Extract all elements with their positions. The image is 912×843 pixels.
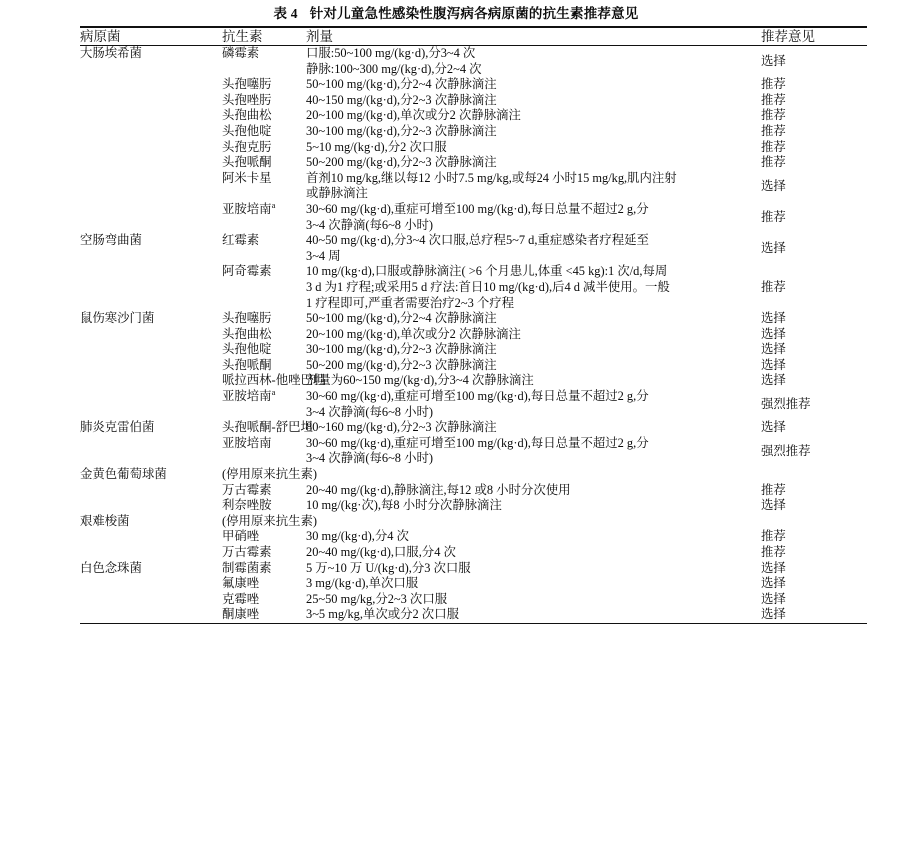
cell-pathogen: [80, 140, 222, 156]
cell-dose: [306, 233, 761, 264]
antibiotic-name: 头孢他啶: [222, 342, 272, 357]
antibiotic-name: 头孢哌酮: [222, 357, 272, 372]
cell-antibiotic: [222, 124, 306, 140]
cell-dose: [306, 467, 761, 483]
cell-dose: [306, 46, 761, 78]
antibiotic-name: 克霉唑: [222, 591, 260, 606]
cell-dose: [306, 545, 761, 561]
cell-antibiotic: [222, 358, 306, 374]
dose-line: 50~100 mg/(kg·d),分2~4 次静脉滴注: [306, 77, 497, 92]
cell-recommendation: 推荐: [761, 108, 786, 123]
table-row: [80, 514, 867, 530]
table-row: [80, 327, 867, 343]
cell-recommendation: 推荐: [761, 279, 786, 294]
column-header-pathogen: 病原菌: [80, 29, 121, 44]
cell-recommendation: [761, 467, 867, 483]
cell-recommendation: 选择: [761, 311, 786, 326]
cell-recommendation: 选择: [761, 591, 786, 606]
dose-line: 30~100 mg/(kg·d),分2~3 次静脉滴注: [306, 342, 497, 357]
cell-antibiotic: [222, 545, 306, 561]
cell-pathogen: [80, 171, 222, 202]
cell-dose: [306, 202, 761, 233]
cell-antibiotic: [222, 592, 306, 608]
cell-pathogen: 鼠伤寒沙门菌: [80, 311, 155, 326]
cell-pathogen: [80, 498, 222, 514]
table-row: [80, 529, 867, 545]
cell-antibiotic: [222, 108, 306, 124]
cell-dose: [306, 171, 761, 202]
cell-dose: [306, 561, 761, 577]
header-row: [80, 27, 867, 46]
table-row: [80, 46, 867, 78]
table-row: [80, 77, 867, 93]
cell-antibiotic: [222, 498, 306, 514]
cell-pathogen: [80, 93, 222, 109]
antibiotic-name: (停用原来抗生素): [222, 513, 317, 528]
table-row: [80, 420, 867, 436]
table-row: [80, 592, 867, 608]
cell-dose: [306, 327, 761, 343]
table-row: [80, 358, 867, 374]
dose-line: 50~200 mg/(kg·d),分2~3 次静脉滴注: [306, 155, 497, 170]
cell-pathogen: [80, 483, 222, 499]
cell-recommendation: 选择: [761, 326, 786, 341]
antibiotic-name: 头孢克肟: [222, 139, 272, 154]
dose-line: 3~4 周: [306, 248, 341, 263]
cell-antibiotic: [222, 140, 306, 156]
cell-pathogen: 空肠弯曲菌: [80, 233, 142, 248]
table-title: [0, 0, 912, 22]
cell-pathogen: [80, 327, 222, 343]
antibiotic-name: 头孢唑肟: [222, 92, 272, 107]
dose-line: 3~4 次静滴(每6~8 小时): [306, 451, 433, 466]
table-row: [80, 108, 867, 124]
dose-line: 40~50 mg/(kg·d),分3~4 次口服,总疗程5~7 d,重症感染者疗程延至: [306, 233, 649, 248]
cell-dose: [306, 592, 761, 608]
cell-dose: [306, 420, 761, 436]
dose-line: 3~5 mg/kg,单次或分2 次口服: [306, 607, 459, 622]
cell-recommendation: 推荐: [761, 139, 786, 154]
dose-line: 30~60 mg/(kg·d),重症可增至100 mg/(kg·d),每日总量不超过2 g,分: [306, 389, 649, 404]
column-header-recommendation: 推荐意见: [761, 29, 815, 44]
dose-line: 30~60 mg/(kg·d),重症可增至100 mg/(kg·d),每日总量不超过2 g,分: [306, 201, 649, 216]
dose-line: 30~60 mg/(kg·d),重症可增至100 mg/(kg·d),每日总量不超过2 g,分: [306, 435, 649, 450]
table-row: [80, 311, 867, 327]
dose-line: 30 mg/(kg·d),分4 次: [306, 529, 409, 544]
table-row: [80, 202, 867, 233]
dose-line: 50~100 mg/(kg·d),分2~4 次静脉滴注: [306, 311, 497, 326]
dose-line: 10 mg/(kg·d),口服或静脉滴注( >6 个月患儿,体重 <45 kg):1 次/d,每周: [306, 264, 668, 279]
dose-line: 20~40 mg/(kg·d),静脉滴注,每12 或8 小时分次使用: [306, 482, 571, 497]
cell-recommendation: 强烈推荐: [761, 443, 811, 458]
dose-line: 30~100 mg/(kg·d),分2~3 次静脉滴注: [306, 123, 497, 138]
cell-antibiotic: [222, 199, 306, 233]
antibiotic-name: 头孢哌酮-舒巴坦: [222, 420, 313, 435]
table-row: [80, 264, 867, 311]
cell-antibiotic: [222, 171, 306, 202]
cell-dose: [306, 529, 761, 545]
cell-dose: [306, 311, 761, 327]
dose-line: 20~40 mg/(kg·d),口服,分4 次: [306, 545, 456, 559]
table-row: [80, 233, 867, 264]
cell-antibiotic: [222, 93, 306, 109]
cell-dose: [306, 264, 761, 311]
cell-pathogen: [80, 77, 222, 93]
cell-recommendation: 推荐: [761, 529, 786, 544]
cell-recommendation: 选择: [761, 240, 786, 255]
antibiotic-name: 制霉菌素: [222, 560, 272, 575]
table-container: [80, 26, 867, 624]
cell-pathogen: [80, 124, 222, 140]
cell-dose: [306, 140, 761, 156]
cell-antibiotic: [222, 483, 306, 499]
cell-dose: [306, 373, 761, 389]
antibiotic-name: 阿米卡星: [222, 170, 272, 185]
cell-pathogen: [80, 342, 222, 358]
cell-recommendation: 选择: [761, 342, 786, 357]
cell-antibiotic: [222, 386, 306, 420]
cell-recommendation: 推荐: [761, 482, 786, 497]
cell-dose: [306, 514, 761, 530]
antibiotic-name: 亚胺培南: [222, 435, 272, 450]
dose-line: 25~50 mg/kg,分2~3 次口服: [306, 591, 448, 606]
table-row: [80, 545, 867, 561]
cell-pathogen: [80, 155, 222, 171]
table-row: [80, 93, 867, 109]
dose-line: 1 疗程即可,严重者需要治疗2~3 个疗程: [306, 295, 515, 310]
cell-dose: [306, 607, 761, 623]
cell-recommendation: 选择: [761, 373, 786, 388]
footnote-marker: a: [271, 199, 276, 210]
antibiotic-name: 头孢曲松: [222, 108, 272, 123]
table-row: [80, 140, 867, 156]
antibiotic-name: 万古霉素: [222, 482, 272, 497]
cell-antibiotic: [222, 311, 306, 327]
dose-line: 3 mg/(kg·d),单次口服: [306, 576, 419, 591]
cell-dose: [306, 155, 761, 171]
cell-pathogen: [80, 108, 222, 124]
cell-recommendation: 推荐: [761, 77, 786, 92]
cell-recommendation: 推荐: [761, 123, 786, 138]
cell-recommendation: 选择: [761, 53, 786, 68]
dose-line: 5~10 mg/(kg·d),分2 次口服: [306, 139, 447, 154]
table-row: [80, 373, 867, 389]
dose-line: 40~150 mg/(kg·d),分2~3 次静脉滴注: [306, 92, 497, 107]
antibiotic-name: 哌拉西林-他唑巴坦: [222, 373, 326, 388]
cell-dose: [306, 77, 761, 93]
antibiotic-name: 亚胺培南$^a$: [222, 386, 276, 404]
cell-recommendation: 选择: [761, 560, 786, 575]
cell-dose: [306, 389, 761, 420]
cell-pathogen: 金黄色葡萄球菌: [80, 467, 167, 482]
cell-pathogen: 白色念珠菌: [80, 560, 142, 575]
table-row: [80, 171, 867, 202]
cell-antibiotic: [222, 529, 306, 545]
antibiotic-name: 头孢噻肟: [222, 77, 272, 92]
cell-antibiotic: [222, 264, 306, 311]
cell-antibiotic: [222, 607, 306, 623]
cell-pathogen: [80, 264, 222, 311]
antibiotic-name: 甲硝唑: [222, 529, 260, 544]
dose-line: 首剂10 mg/kg,继以每12 小时7.5 mg/kg,或每24 小时15 mg/kg,肌内注射: [306, 170, 677, 185]
column-header-antibiotic: 抗生素: [222, 29, 263, 44]
cell-recommendation: 选择: [761, 357, 786, 372]
dose-line: 静脉:100~300 mg/(kg·d),分2~4 次: [306, 61, 482, 76]
cell-pathogen: [80, 576, 222, 592]
cell-recommendation: 选择: [761, 420, 786, 435]
table-body: [80, 46, 867, 624]
table-row: [80, 342, 867, 358]
dose-line: 3 d 为1 疗程;或采用5 d 疗法:首日10 mg/(kg·d),后4 d 减半使用。一般: [306, 279, 670, 294]
dose-line: 50~200 mg/(kg·d),分2~3 次静脉滴注: [306, 357, 497, 372]
antibiotic-name: 万古霉素: [222, 545, 272, 559]
cell-dose: [306, 93, 761, 109]
cell-antibiotic: [222, 373, 326, 389]
cell-pathogen: 大肠埃希菌: [80, 46, 142, 60]
antibiotic-name: 酮康唑: [222, 607, 260, 622]
cell-antibiotic: [222, 467, 317, 483]
cell-dose: [306, 124, 761, 140]
table-caption: 针对儿童急性感染性腹泻病各病原菌的抗生素推荐意见: [309, 6, 639, 21]
antibiotic-name: 氟康唑: [222, 576, 260, 591]
cell-antibiotic: [222, 77, 306, 93]
table-row: [80, 436, 867, 467]
table-header: [80, 27, 867, 46]
cell-recommendation: 推荐: [761, 155, 786, 170]
table-row: [80, 607, 867, 623]
table-row: [80, 389, 867, 420]
dose-line: 5 万~10 万 U/(kg·d),分3 次口服: [306, 560, 471, 575]
table-row: [80, 467, 867, 483]
cell-antibiotic: [222, 561, 306, 577]
cell-dose: [306, 483, 761, 499]
antibiotic-name: 头孢他啶: [222, 123, 272, 138]
dose-line: 20~100 mg/(kg·d),单次或分2 次静脉滴注: [306, 326, 521, 341]
table-row: [80, 483, 867, 499]
cell-recommendation: [761, 514, 867, 530]
antibiotic-name: 头孢曲松: [222, 326, 272, 341]
cell-dose: [306, 436, 761, 467]
cell-antibiotic: [222, 46, 306, 78]
antibiotic-name: 亚胺培南$^a$: [222, 199, 276, 216]
cell-pathogen: [80, 373, 222, 389]
cell-antibiotic: [222, 342, 306, 358]
cell-pathogen: 肺炎克雷伯菌: [80, 420, 155, 435]
dose-line: 20~100 mg/(kg·d),单次或分2 次静脉滴注: [306, 108, 521, 123]
cell-antibiotic: [222, 436, 306, 467]
cell-pathogen: [80, 358, 222, 374]
table-number: 表 4: [273, 6, 298, 21]
cell-recommendation: 推荐: [761, 545, 786, 559]
table-row: [80, 561, 867, 577]
cell-antibiotic: [222, 233, 306, 264]
dose-line: 口服:50~100 mg/(kg·d),分3~4 次: [306, 46, 476, 60]
dose-line: 10 mg/(kg·次),每8 小时分次静脉滴注: [306, 498, 502, 513]
table-row: [80, 576, 867, 592]
antibiotic-name: 头孢噻肟: [222, 311, 272, 326]
cell-dose: [306, 108, 761, 124]
cell-dose: [306, 576, 761, 592]
cell-pathogen: [80, 389, 222, 420]
cell-recommendation: 选择: [761, 607, 786, 622]
column-header-dose: 剂量: [306, 29, 333, 44]
cell-antibiotic: [222, 327, 306, 343]
dose-line: 3~4 次静滴(每6~8 小时): [306, 404, 433, 419]
cell-pathogen: [80, 607, 222, 623]
table-row: [80, 155, 867, 171]
antibiotic-name: 红霉素: [222, 233, 260, 248]
footnote-marker: a: [271, 386, 276, 397]
cell-antibiotic: [222, 420, 313, 436]
dose-line: 或静脉滴注: [306, 186, 368, 201]
cell-antibiotic: [222, 576, 306, 592]
antibiotic-name: 头孢哌酮: [222, 155, 272, 170]
cell-recommendation: 选择: [761, 576, 786, 591]
cell-pathogen: [80, 592, 222, 608]
cell-recommendation: 强烈推荐: [761, 396, 811, 411]
dose-line: 80~160 mg/(kg·d),分2~3 次静脉滴注: [306, 420, 497, 435]
dose-line: 3~4 次静滴(每6~8 小时): [306, 217, 433, 232]
antibiotic-recommendation-table: [80, 26, 867, 624]
cell-dose: [306, 342, 761, 358]
cell-dose: [306, 358, 761, 374]
cell-pathogen: [80, 545, 222, 561]
antibiotic-name: 利奈唑胺: [222, 498, 272, 513]
cell-recommendation: 推荐: [761, 92, 786, 107]
cell-recommendation: 选择: [761, 178, 786, 193]
cell-dose: [306, 498, 761, 514]
antibiotic-name: (停用原来抗生素): [222, 467, 317, 482]
antibiotic-name: 阿奇霉素: [222, 264, 272, 279]
cell-pathogen: [80, 529, 222, 545]
table-row: [80, 124, 867, 140]
table-row: [80, 498, 867, 514]
dose-line: 剂量为60~150 mg/(kg·d),分3~4 次静脉滴注: [306, 373, 534, 388]
cell-antibiotic: [222, 513, 317, 530]
cell-pathogen: [80, 436, 222, 467]
cell-recommendation: 推荐: [761, 209, 786, 224]
antibiotic-name: 磷霉素: [222, 46, 260, 60]
cell-pathogen: [80, 202, 222, 233]
cell-pathogen: 艰难梭菌: [80, 513, 130, 528]
cell-antibiotic: [222, 155, 306, 171]
cell-recommendation: 选择: [761, 498, 786, 513]
